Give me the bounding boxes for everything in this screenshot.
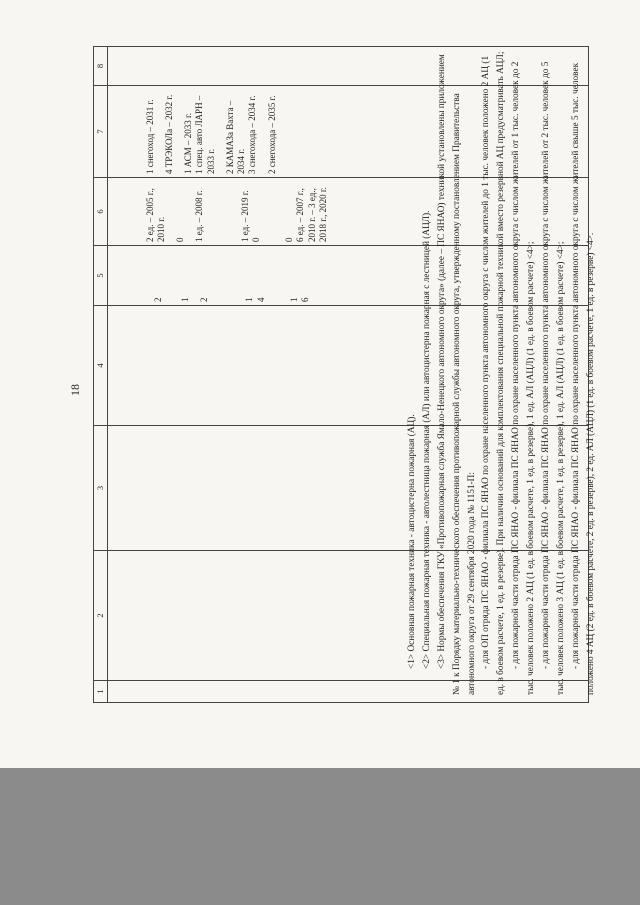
header-cell: 3: [94, 426, 108, 551]
cell-line: 2018 г., 2020 г.: [317, 187, 328, 242]
header-cell: 7: [94, 86, 108, 178]
header-cell: 5: [94, 246, 108, 306]
header-cell: 4: [94, 306, 108, 426]
footnote: <1> Основная пожарная техника - автоцистерна пожарная (АЦ).: [407, 414, 417, 669]
cell-line: 6 ед. – 2007 г.,: [295, 188, 306, 242]
cell-value: 1: [244, 297, 255, 302]
cell-value: 2: [199, 297, 210, 302]
cell-line: 3 снегохода – 2034 г.: [247, 95, 258, 174]
cell-value: 1: [179, 297, 190, 302]
cell-line: 2033 г.: [205, 148, 216, 174]
footnote: - для ОП отряда ПС ЯНАО - филиала ПС ЯНАО по охране населенного пункта автономного округа с числом жителей до 1 тыс. человек положено 2 АЦ (1 ед. в боевом расчете, 1 ед. в резерве). При наличии оснований для комплектования специальной пожарной техникой вместо резервной АЦ предусматривать АЦЛ;: [481, 51, 507, 695]
cell-line: 1 ед. – 2019 г.: [239, 190, 250, 242]
header-cell: 8: [94, 47, 108, 86]
cell-line: 2 ед. – 2005 г.,: [144, 188, 155, 242]
cell-line: 2010 г.: [155, 216, 166, 242]
cell-line: 1 спец. авто ЛАРН –: [194, 95, 205, 174]
page-number: 18: [68, 384, 82, 396]
footnote: <2> Специальная пожарная техника - автолестница пожарная (АЛ) или автоцистерна пожарная с лестницей (АЦЛ).: [421, 210, 432, 669]
footnote: <3> Нормы обеспечения ГКУ «Противопожарная служба Ямало-Ненецкого автономного округа» (далее – ПС ЯНАО) техникой установлены приложением № 1 к Порядку материально-технического обеспечения противопожарной службы автономного округа, утвержденному постановлением Правительства автономного округа от 29 сентября 2020 года № 1151-П:: [436, 54, 477, 695]
footnotes: [405, 50, 598, 695]
header-cell: 1: [94, 681, 108, 703]
cell-value: 6: [300, 297, 311, 302]
cell-line: 2010 г. – 3 ед.,: [306, 188, 317, 242]
cell-line: 0: [284, 237, 295, 242]
cell-line: 2034 г.: [236, 148, 247, 174]
cell-value: 1: [288, 297, 299, 302]
cell-line: 1 снегоход – 2031 г.: [144, 99, 155, 174]
cell-value: 4: [255, 297, 266, 302]
cell-value: 2: [152, 297, 163, 302]
cell-line: 2 КАМАЗа Вахта –: [224, 100, 235, 174]
cell-line: 2 снегохода – 2035 г.: [266, 95, 277, 174]
cell-line: 0: [175, 237, 186, 242]
footnote: - для пожарной части отряда ПС ЯНАО - филиала ПС ЯНАО по охране населенного пункта автономного округа с числом жителей от 1 тыс. человек до 2 тыс. человек положено 2 АЦ (1 ед. в боевом расчете, 1 ед. в резерве), 1 ед. АЛ (АЦЛ) (1 ед. в боевом расчете) <4>;: [511, 61, 536, 695]
cell-line: 4 ТРЭКОЛа – 2032 г.: [163, 94, 174, 174]
cell-line: 0: [250, 237, 261, 242]
footnote: - для пожарной части отряда ПС ЯНАО - филиала ПС ЯНАО по охране населенного пункта автономного округа с числом жителей от 2 тыс. человек до 5 тыс. человек положено 3 АЦ (1 ед. в боевом расчете, 1 ед. в резерве), 1 ед. АЛ (АЦЛ) (1 ед. в боевом расчете) <4>;: [540, 61, 566, 695]
cell-line: 1 АСМ – 2033 г.: [183, 113, 194, 174]
table-header-row: [94, 47, 108, 703]
header-cell: 2: [94, 551, 108, 681]
header-cell: 6: [94, 178, 108, 246]
footnote: - для пожарной части отряда ПС ЯНАО - филиала ПС ЯНАО по охране населенного пункта автономного округа с числом жителей свыше 5 тыс. человек положено 4 АЦ (2 ед. в боевом расчете, 2 ед. в резерве), 2 ед. АЛ (АЦЛ) (1 ед. в боевом расчете, 1 ед. в резерве) <4>.: [570, 62, 596, 695]
cell-line: 1 ед. – 2008 г.: [194, 190, 205, 242]
